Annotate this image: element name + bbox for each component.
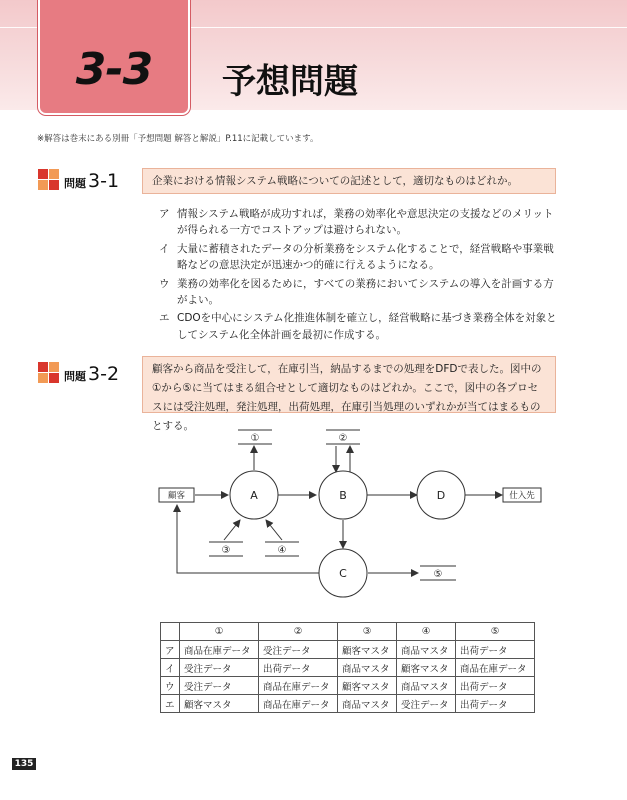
store-3-label: ③ [221, 545, 231, 556]
question-label: 問題 3-2 [64, 363, 120, 385]
table-row[interactable]: エ 顧客マスタ 商品在庫データ 商品マスタ 受注データ 出荷データ [161, 695, 535, 713]
choice-item[interactable]: ウ 業務の効率化を図るために，すべての業務においてシステムの導入を計画する方がよい。 [159, 277, 554, 307]
chapter-number: 3-3 [75, 44, 153, 95]
table-row[interactable]: ウ 受注データ 商品在庫データ 顧客マスタ 商品マスタ 出荷データ [161, 677, 535, 695]
page-number: 135 [12, 758, 36, 770]
question-number: 3-2 [88, 363, 120, 385]
external-customer-label: 顧客 [167, 491, 186, 501]
process-d-label: D [436, 489, 446, 502]
choice-item[interactable]: ア 情報システム戦略が成功すれば，業務の効率化や意思決定の支援などのメリットが得られる一方でコストアップは避けられない。 [159, 208, 554, 237]
process-b-label: B [339, 489, 347, 502]
chapter-title: 予想問題 [222, 62, 358, 102]
choice-item[interactable]: イ 大量に蓄積されたデータの分析業務をシステム化することで，経営戦略や事業戦略などの意思決定が迅速かつ的確に行えるようになる。 [159, 242, 554, 272]
question-text: 企業における情報システム戦略についての記述として，適切なものはどれか。 [142, 168, 556, 194]
store-4-label: ④ [277, 545, 287, 556]
question-label: 問題 3-1 [64, 170, 120, 192]
table-row[interactable]: イ 受注データ 出荷データ 商品マスタ 顧客マスタ 商品在庫データ [161, 659, 535, 677]
external-supplier-label: 仕入先 [509, 491, 535, 501]
store-5-label: ⑤ [433, 569, 443, 580]
table-row[interactable]: ア 商品在庫データ 受注データ 顧客マスタ 商品マスタ 出荷データ [161, 641, 535, 659]
process-a-label: A [250, 489, 258, 502]
store-2-label: ② [338, 433, 348, 444]
table-header-row: ① ② ③ ④ ⑤ [161, 623, 535, 641]
process-c-label: C [339, 567, 347, 580]
store-1-label: ① [250, 433, 260, 444]
question-number: 3-1 [88, 170, 120, 192]
answer-table [160, 622, 535, 713]
choice-item[interactable]: エ CDOを中心にシステム化推進体制を確立し，経営戦略に基づき業務全体を対象としてシステム化全体計画を最初に作成する。 [159, 312, 557, 341]
answer-note: ※解答は巻末にある別冊「予想問題 解答と解説」P.11に記載しています。 [37, 134, 319, 144]
question-text: 顧客から商品を受注して，在庫引当，納品するまでの処理をDFDで表した。図中の①から⑤に当てはまる組合せとして適切なものはどれか。ここで，図中の各プロセスには受注処理，発注処理，出荷処理，在庫引当処理のいずれかが当てはまるものとする。 [142, 356, 556, 413]
